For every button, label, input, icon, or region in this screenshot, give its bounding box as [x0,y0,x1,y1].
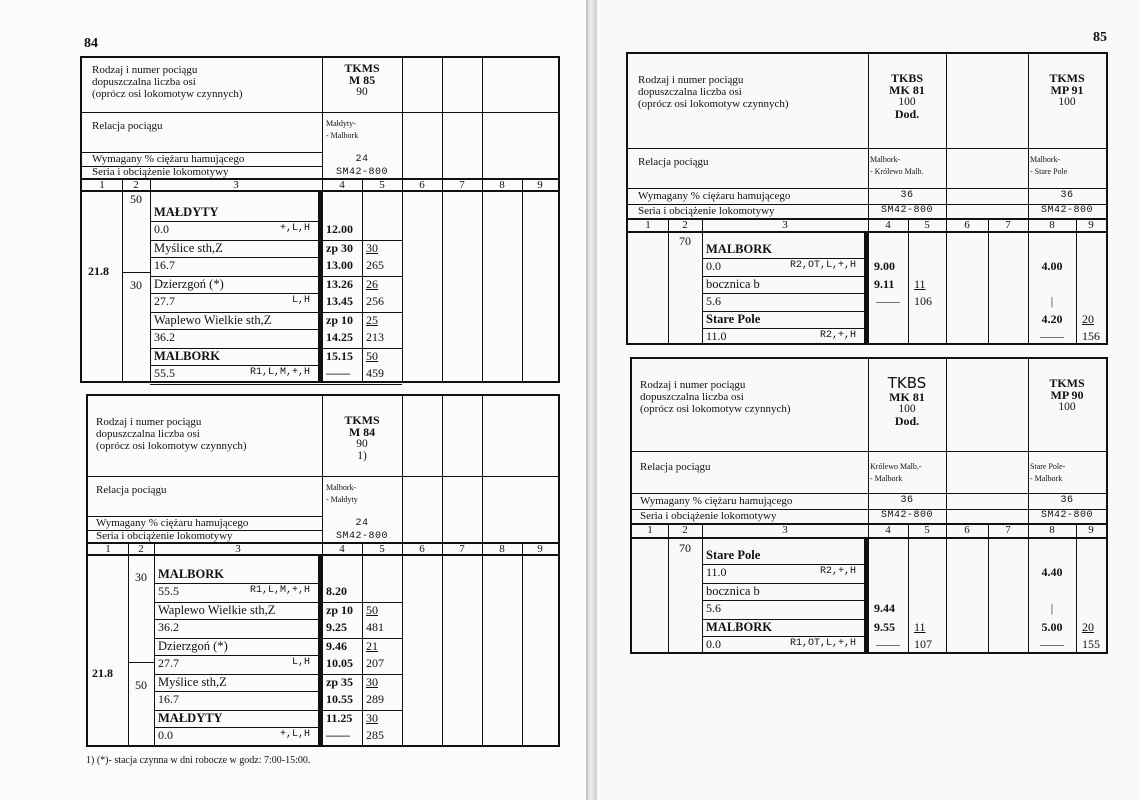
timetable-mk81-mp90 [630,357,1108,654]
col-number: 5 [379,179,385,191]
station-name: MALBORK [158,567,224,581]
run-seconds: 265 [366,258,384,272]
train-relation: Małdyty- - Malbork [326,119,359,140]
loco-series: SM42-800 [1040,510,1093,521]
station-name: MALBORK [706,620,772,634]
run-seconds: 207 [366,656,384,670]
train-b-time: | [1050,294,1054,308]
col-number: 7 [459,179,465,191]
col-number: 3 [782,219,788,231]
station-name: Myślice sth,Z [158,675,227,689]
brake-value: 24 [355,518,369,529]
run-seconds: 289 [366,692,384,706]
train-b-dash: —— [1040,637,1064,651]
run-minutes: 20 [1082,620,1094,634]
col-number: 4 [339,543,345,555]
run-minutes: 30 [366,711,378,725]
station-km: 27.7 [154,294,175,308]
series-label: Seria i obciążenie lokomotywy [92,166,229,178]
relation-label: Relacja pociągu [638,156,709,168]
run-seconds: 107 [914,637,932,651]
col-number: 2 [138,543,144,555]
col-number: 9 [537,179,543,191]
speed: 50 [135,678,147,692]
train-a-dash: —— [876,637,900,651]
run-minutes: 30 [366,241,378,255]
brake-label: Wymagany % ciężaru hamującego [640,495,793,507]
arrival-time: zp 10 [326,313,353,327]
col-number: 7 [1005,524,1011,536]
brake-label: Wymagany % ciężaru hamującego [638,190,791,202]
station-km: 0.0 [158,728,173,742]
brake-value: 36 [900,190,914,201]
train-a-dash: —— [876,294,900,308]
page-number: 85 [1093,30,1107,45]
col-number: 5 [379,543,385,555]
station-km: 0.0 [706,637,721,651]
station-codes: L,H [291,295,310,306]
speed: 70 [679,234,691,248]
station-km: 36.2 [158,620,179,634]
train-header: TKMS M 85 90 [344,62,380,98]
section-distance: 21.8 [92,666,113,680]
book-gutter [586,0,597,800]
departure-time: 13.45 [326,294,353,308]
timetable-m85 [80,56,560,383]
train-a-time: 9.00 [874,259,895,273]
col-number: 3 [235,543,241,555]
col-number: 1 [645,219,651,231]
train-header-a: TKBS MK 81 100 Dod. [887,375,927,427]
run-minutes: 20 [1082,312,1094,326]
station-km: 5.6 [706,294,721,308]
train-b-time: 4.40 [1041,565,1063,579]
run-minutes: 50 [366,603,378,617]
station-codes: +,L,H [279,223,310,234]
series-label: Seria i obciążenie lokomotywy [640,510,777,522]
col-number: 5 [924,219,930,231]
loco-series: SM42-800 [880,205,933,216]
departure-time: 13.00 [326,258,353,272]
station-name: bocznica b [706,584,760,598]
run-seconds: 256 [366,294,384,308]
station-name: Waplewo Wielkie sth,Z [158,603,276,617]
train-b-dash: —— [1040,329,1064,343]
station-name: MAŁDYTY [158,711,223,725]
station-name: Dzierzgoń (*) [154,277,224,291]
departure-time: 12.00 [326,222,353,236]
brake-label: Wymagany % ciężaru hamującego [96,517,249,529]
run-seconds: 481 [366,620,384,634]
col-number: 2 [133,179,139,191]
col-number: 6 [964,524,970,536]
brake-value: 36 [1060,495,1074,506]
right-page [597,0,1140,800]
train-relation: Malbork- - Stare Pole [1030,155,1068,176]
series-label: Seria i obciążenie lokomotywy [638,205,775,217]
run-minutes: 50 [366,349,378,363]
station-name: MALBORK [706,242,772,256]
col-number: 8 [1049,219,1055,231]
run-minutes: 11 [914,277,926,291]
col-number: 1 [99,179,105,191]
col-number: 4 [339,179,345,191]
loco-series: SM42-800 [335,167,388,178]
footnote: 1) (*)- stacja czynna w dni robocze w godz: 7:00-15:00. [86,755,311,766]
col-number: 3 [782,524,788,536]
col-number: 4 [885,219,891,231]
run-seconds: 156 [1082,329,1100,343]
brake-value: 36 [900,495,914,506]
col-number: 5 [924,524,930,536]
station-codes: R1,L,M,+,H [249,367,310,378]
arrival-time: 9.46 [326,639,347,653]
train-label: Rodzaj i numer pociągu dopuszczalna liczba osi (oprócz osi lokomotyw czynnych) [638,74,789,110]
station-km: 55.5 [154,366,175,380]
col-number: 8 [499,179,505,191]
station-name: MAŁDYTY [154,205,219,219]
departure-time: 10.55 [326,692,353,706]
departure-time: —— [326,728,350,742]
train-b-time: 4.00 [1041,259,1063,273]
station-name: bocznica b [706,277,760,291]
train-a-time: 9.55 [874,620,895,634]
train-label: Rodzaj i numer pociągu dopuszczalna liczba osi (oprócz osi lokomotyw czynnych) [92,64,243,100]
departure-time: 8.20 [326,584,347,598]
station-codes: R2,+,H [819,566,856,577]
train-relation: Malbork- - Małdyty [326,483,358,504]
train-label: Rodzaj i numer pociągu dopuszczalna liczba osi (oprócz osi lokomotyw czynnych) [96,416,247,452]
station-codes: R2,+,H [819,330,856,341]
station-km: 11.0 [706,565,727,579]
train-header: TKMS M 84 90 1) [344,414,380,462]
station-km: 16.7 [158,692,179,706]
station-name: Dzierzgoń (*) [158,639,228,653]
series-label: Seria i obciążenie lokomotywy [96,530,233,542]
col-number: 3 [233,179,239,191]
train-header-a: TKBS MK 81 100 Dod. [889,72,925,120]
departure-time: —— [326,366,350,380]
station-codes: R1,OT,L,+,H [789,638,856,649]
run-minutes: 30 [366,675,378,689]
station-km: 36.2 [154,330,175,344]
col-number: 2 [682,219,688,231]
train-b-time: 5.00 [1041,620,1063,634]
brake-label: Wymagany % ciężaru hamującego [92,153,245,165]
col-number: 1 [647,524,653,536]
train-relation: Malbork- - Królewo Malb. [870,155,924,176]
station-codes: +,L,H [279,729,310,740]
timetable-mk81-mp91 [626,52,1108,345]
arrival-time: 15.15 [326,349,353,363]
col-number: 7 [459,543,465,555]
departure-time: 14.25 [326,330,353,344]
speed: 70 [679,541,691,555]
col-number: 6 [419,543,425,555]
brake-value: 24 [355,154,369,165]
speed: 50 [130,192,142,206]
col-number: 4 [885,524,891,536]
run-seconds: 155 [1082,637,1100,651]
station-km: 0.0 [706,259,721,273]
departure-time: 10.05 [326,656,353,670]
station-km: 27.7 [158,656,179,670]
arrival-time: 11.25 [326,711,353,725]
arrival-time: 13.26 [326,277,353,291]
station-km: 16.7 [154,258,175,272]
train-b-time: 4.20 [1041,312,1063,326]
arrival-time: zp 30 [326,241,353,255]
run-seconds: 285 [366,728,384,742]
arrival-time: zp 35 [326,675,353,689]
station-name: Waplewo Wielkie sth,Z [154,313,272,327]
run-minutes: 26 [366,277,378,291]
arrival-time: zp 10 [326,603,353,617]
col-number: 8 [499,543,505,555]
run-seconds: 459 [366,366,384,380]
relation-label: Relacja pociągu [96,484,167,496]
speed: 30 [130,278,142,292]
station-codes: L,H [291,657,310,668]
station-name: Stare Pole [706,312,761,326]
brake-value: 36 [1060,190,1074,201]
station-km: 55.5 [158,584,179,598]
run-minutes: 21 [366,639,378,653]
station-km: 5.6 [706,601,721,615]
col-number: 8 [1049,524,1055,536]
train-b-time: | [1050,601,1054,615]
loco-series: SM42-800 [880,510,933,521]
run-seconds: 106 [914,294,932,308]
train-a-time: 9.11 [874,277,895,291]
station-name: Myślice sth,Z [154,241,223,255]
loco-series: SM42-800 [335,531,388,542]
run-minutes: 11 [914,620,926,634]
timetable-m84 [86,394,560,747]
station-km: 0.0 [154,222,169,236]
train-label: Rodzaj i numer pociągu dopuszczalna liczba osi (oprócz osi lokomotyw czynnych) [640,379,791,415]
col-number: 1 [105,543,111,555]
relation-label: Relacja pociągu [640,461,711,473]
station-codes: R2,OT,L,+,H [789,260,856,271]
page-number: 84 [84,36,98,51]
train-a-time: 9.44 [874,601,895,615]
relation-label: Relacja pociągu [92,120,163,132]
col-number: 2 [682,524,688,536]
speed: 30 [135,570,147,584]
run-seconds: 213 [366,330,384,344]
col-number: 9 [537,543,543,555]
col-number: 9 [1088,524,1094,536]
train-relation: Królewo Malb.- - Malbork [870,462,922,483]
col-number: 6 [419,179,425,191]
section-distance: 21.8 [88,264,109,278]
train-relation: Stare Pole- - Malbork [1030,462,1066,483]
station-km: 11.0 [706,329,727,343]
train-header-b: TKMS MP 91 100 [1049,72,1085,108]
loco-series: SM42-800 [1040,205,1093,216]
col-number: 7 [1005,219,1011,231]
col-number: 6 [964,219,970,231]
col-number: 9 [1088,219,1094,231]
station-name: Stare Pole [706,548,761,562]
train-header-b: TKMS MP 90 100 [1049,377,1085,413]
departure-time: 9.25 [326,620,347,634]
station-name: MALBORK [154,349,220,363]
run-minutes: 25 [366,313,378,327]
station-codes: R1,L,M,+,H [249,585,310,596]
